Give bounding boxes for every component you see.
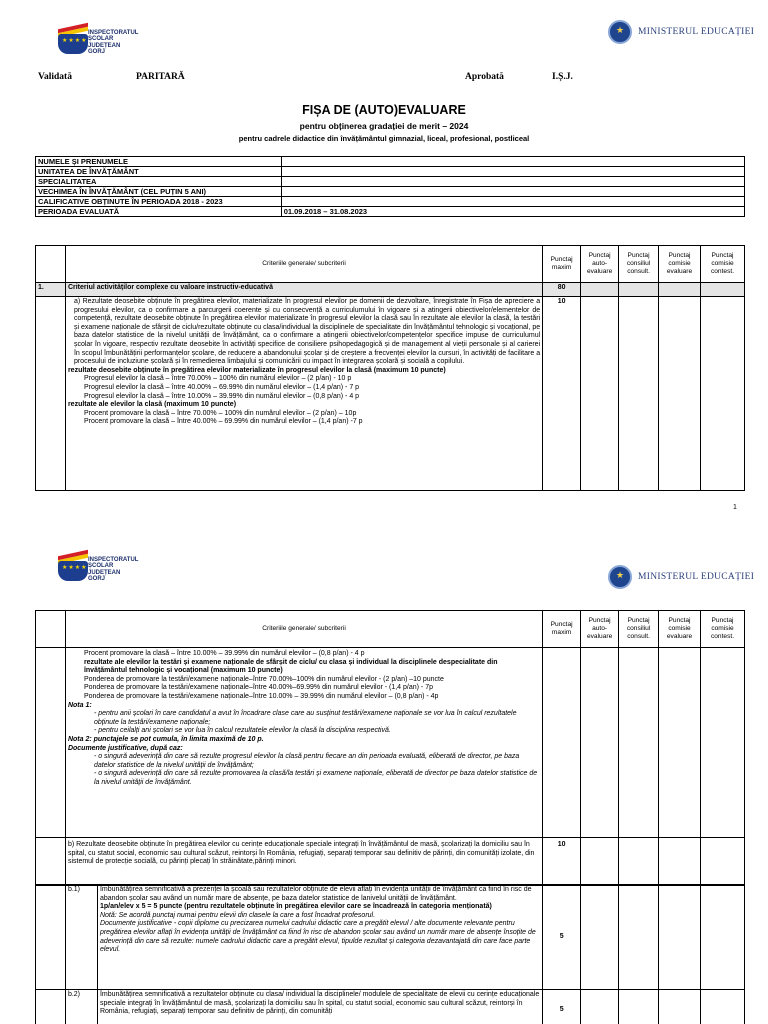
progress-section-title: rezultate deosebite obținute în pregătirea elevilor materializate în progresul elevilor la clasă (maximum 10 puncte) (67, 366, 446, 374)
meta-aprobata: Aprobată (465, 72, 504, 82)
subcriterion-b2-points: 5 (543, 990, 581, 1024)
auto-header: Punctaj auto- evaluare (581, 611, 619, 648)
progress-line: Progresul elevilor la clasă – între 10.00% – 39.99% din numărul elevilor – (0,8 p/an) - 4 p (83, 392, 360, 400)
max-header: Punctaj maxim (543, 246, 581, 283)
info-row: CALIFICATIVE OBȚINUTE ÎN PERIOADA 2018 - 2023 (36, 197, 745, 207)
info-table (35, 156, 745, 217)
info-value[interactable] (281, 167, 744, 177)
isj-emblem-icon: ★★★★ (58, 26, 92, 54)
info-value[interactable] (281, 157, 744, 167)
progress-line: Progresul elevilor la clasă – între 40.00% – 69.99% din numărul elevilor – (1,4 p/an) - 7 p (83, 383, 360, 391)
table-header-row (36, 246, 745, 283)
continuation-row (36, 648, 745, 838)
consiliu-header: Punctaj consiliul consult. (619, 611, 659, 648)
tests-line: Ponderea de promovare la testări/examene naționale–între 70.00%–100% din numărul elevilor - (2 p/an) –10 puncte (83, 675, 444, 683)
docs-label: Documente justificative, după caz: (67, 744, 183, 752)
subcriterion-b1-formula: 1p/an/elev x 5 = 5 puncte (pentru rezultatele obținute în pregătirea elevilor care se încadrează în categoria menționată) (99, 903, 492, 911)
tests-section-title: rezultate ale elevilor la testări și examene naționale de sfârșit de ciclu/ cu clasa și individual la disciplinele despecialitate din învățământul tehnologic și vocațional (maximum 10 puncte) (83, 658, 498, 675)
info-value[interactable] (281, 197, 744, 207)
tests-line: Ponderea de promovare la testări/examene naționale–între 10.00% – 39.99% din numărul elevilor – (0,8 p/an) - 4p (83, 692, 439, 700)
subtitle-2: pentru cadrele didactice din învățământul gimnazial, liceal, profesional, postliceal (238, 134, 530, 143)
criteria-table-page2 (35, 610, 745, 886)
subcriterion-b1-row (36, 885, 745, 990)
results-section-title: rezultate ale elevilor la clasă (maximum 10 puncte) (67, 401, 237, 409)
meta-isj: I.Ș.J. (552, 72, 573, 82)
info-row: UNITATEA DE ÎNVĂȚĂMÂNT (36, 167, 745, 177)
info-row: VECHIMEA ÎN ÎNVĂȚĂMÂNT (CEL PUȚIN 5 ANI) (36, 187, 745, 197)
ministry-logo: ★ MINISTERUL EDUCAȚIEI (608, 565, 754, 589)
subcriterion-b-text: b) Rezultate deosebite obținute în pregătirea elevilor cu cerințe educaționale speciale integrați în învățământul de masă, școlarizați la domiciliu sau în spital, cu statut social, economic sau cultural scăzut, reintorși în România, refugiați, separați temporar sau definitiv de părinți, din comunități izolate, din sistemul de protecție socială, cu părinți plecați în străinătate,părinți minori. (65, 838, 542, 886)
note-2: Nota 2: punctajele se pot cumula, în limita maximă de 10 p. (67, 735, 264, 743)
note-1-label: Nota 1: (67, 701, 92, 709)
page-number: 1 (733, 504, 737, 511)
consiliu-header: Punctaj consiliul consult. (619, 246, 659, 283)
subcriterion-b2-num: b.2) (66, 990, 98, 1024)
subcriterion-b2-row (36, 990, 745, 1024)
contest-header: Punctaj comisie contest. (700, 246, 744, 283)
subcriterion-b2-text: Îmbunătățirea semnificativă a rezultatelor obținute cu clasa/ individual la disciplinele/ modulele de specialitate de elevii cu cerințe educaționale speciale integrați în învățământul de masă, școlarizați la domiciliu sau în spital, cu statut social, economic sau cultural scăzut, reintorși în România, refugiați, separați temporar sau definitiv de părinți, din comunități (99, 991, 540, 1016)
criterion-row: 1. Criteriul activităților complexe cu valoare instructiv-educativă 80 (36, 283, 745, 297)
progress-line: Progresul elevilor la clasă – între 70.00% – 100% din numărul elevilor – (2 p/an) - 10 p (83, 375, 352, 383)
subtitle-1: pentru obținerea gradației de merit – 2024 (299, 121, 469, 131)
subcriterion-b1-docs: Documente justificative - copii diplome cu precizarea numelui cadrului didactic care a pregătit elevul / alte documente relevante pentru pregătirea elevilor aflați în evidența unității de învățământ ca fiind în risc de abandon școlar sau având un număr mare de absențe însoțite de adeverință din care să rezulte: numele cadrului didactic care a pregătit elevul, tipulde rezultat și categoria dezavantajată din care face parte elevul. (99, 920, 536, 954)
isj-emblem-icon: ★★★★ (58, 553, 92, 581)
isj-logo (58, 553, 138, 583)
table-header-row (36, 611, 745, 648)
info-value[interactable]: 01.09.2018 – 31.08.2023 (281, 207, 744, 217)
page-title: FIȘA DE (AUTO)EVALUARE (302, 103, 466, 117)
subcriterion-a-points: 10 (543, 297, 581, 491)
meta-paritara: PARITARĂ (136, 72, 185, 82)
results-line: Procent promovare la clasă – între 10.00% – 39.99% din numărul elevilor – (0,8 p/an) - 4 p (83, 650, 365, 657)
subcriterion-b1-num: b.1) (66, 885, 98, 989)
subcriterion-a-row (36, 297, 745, 491)
ministry-seal-icon: ★ (608, 565, 632, 589)
isj-logo-text: INSPECTORATUL ȘCOLAR JUDEȚEAN GORJ (88, 30, 139, 56)
subcriterion-b1-text: Îmbunătățirea semnificativă a prezenței la școală sau rezultatelor obținute de elevii aflați în evidența unității de învățământ ca fiind în risc de abandon școlar sau având un număr mare de absențe, pe baza datelor statistice de lanivelul unității de învățământ. (99, 886, 532, 902)
subcriterion-a-text: a) Rezultate deosebite obținute în pregătirea elevilor, materializate în progresul elevilor pe domenii de dezvoltare, înregistrate în Fișa de apreciere a progresului elevilor, ca o confirmare a parcurgerii coerente și cu consecvență a curriculumului în vigoare și a atingerii obiectivelor/elementelor de competență, rezultate deosebite obținute în pregătirea elevilor materializate în progresul elevilor la clasă sau în rezultate ale elevilor la clasă, la testări și examene naționale de sfârșit de ciclu/rezultate obținute cu clasa/individual la disciplinele de specialitate din învățământul tehnologic și vocațional, pe baza datelor statistice de la nivelul unității de învățământ, ca o confirmare a atingerii obiectivelor/competențelor specifice impuse de curriculumul școlar în vigoare, respectiv rezultate deosebite în activități specifice de consiliere psihopedagogică și de management al vieții personale și al carierei în scopul îmbunătățirii performanțelor școlare, de reducere a abandonului școlar și de creștere a frecvenței elevilor la cursuri, în activități de facilitare a procesului de incluziune școlară și în remedierea limbajului și comunicării cu impact în integrarea școlară și socială a copilului. (73, 298, 541, 366)
meta-validata: Validată (38, 72, 72, 82)
note-1-line: - pentru anii școlari în care candidatul a avut în încadrare clase care au susținut testări/examene naționale se vor lua în calcul rezultatele obținute la testări/examene naționale; (93, 710, 517, 726)
subcriterion-b-points: 10 (543, 838, 581, 886)
criteria-header: Criteriile generale/ subcriterii (65, 611, 542, 648)
criterion-points: 80 (543, 283, 581, 297)
criteria-table-page1 (35, 245, 745, 491)
isj-logo-text: INSPECTORATUL ȘCOLAR JUDEȚEAN GORJ (88, 557, 139, 583)
info-row: PERIOADA EVALUATĂ 01.09.2018 – 31.08.2023 (36, 207, 745, 217)
comisie-header: Punctaj comisie evaluare (659, 246, 701, 283)
subcriterion-b1-note: Notă: Se acordă punctaj numai pentru elevii din clasele la care a fost încadrat profesorul. (99, 911, 376, 919)
criteria-table-page2-sub (35, 884, 745, 1024)
criteria-header: Criteriile generale/ subcriterii (65, 246, 542, 283)
subcriterion-b1-points: 5 (543, 885, 581, 990)
tests-line: Ponderea de promovare la testări/examene naționale–între 40.00%–69.99% din numărul elevilor - (1,4 p/an) - 7p (83, 684, 433, 692)
note-1-line: - pentru ceilalți ani școlari se vor lua în calcul rezultatele elevilor la clasă la disciplina respectivă. (93, 727, 391, 735)
info-value[interactable] (281, 177, 744, 187)
criterion-title: Criteriul activităților complexe cu valoare instructiv-educativă (65, 283, 542, 297)
ministry-logo: ★ MINISTERUL EDUCAȚIEI (608, 20, 754, 44)
docs-line: - o singură adeverință din care să rezulte progresul elevilor la clasă pentru fiecare an din perioada evaluată, eliberată de director, pe baza datelor statistice de la nivelul unității de învățământ; (93, 753, 520, 769)
max-header: Punctaj maxim (543, 611, 581, 648)
subcriterion-b-row (36, 838, 745, 886)
results-line: Procent promovare la clasă – între 70.00% – 100% din numărul elevilor – (2 p/an) – 10p (83, 409, 357, 417)
info-row: NUMELE ȘI PRENUMELE (36, 157, 745, 167)
auto-header: Punctaj auto- evaluare (581, 246, 619, 283)
info-value[interactable] (281, 187, 744, 197)
comisie-header: Punctaj comisie evaluare (659, 611, 701, 648)
info-row: SPECIALITATEA (36, 177, 745, 187)
docs-line: - o singură adeverință din care să rezulte promovarea la clasă/la testări și examene naționale, eliberată de director pe baza datelor statistice de la nivelul unității de învățământ. (93, 770, 538, 786)
contest-header: Punctaj comisie contest. (701, 611, 745, 648)
ministry-seal-icon: ★ (608, 20, 632, 44)
isj-logo (58, 26, 138, 56)
results-line: Procent promovare la clasă – între 40.00% – 69.99% din numărul elevilor – (1,4 p/an) -7 p (83, 418, 363, 426)
